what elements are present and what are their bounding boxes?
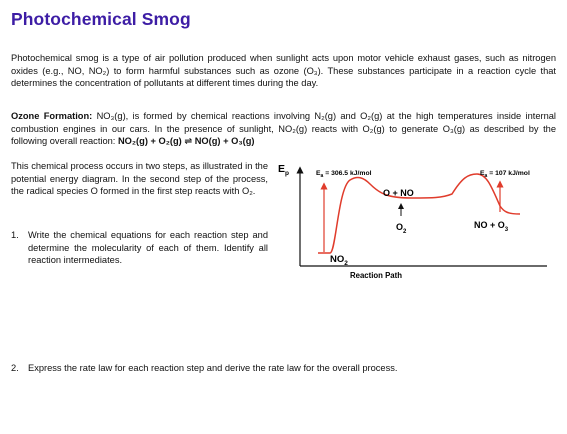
y-axis-label: $E_p$	[278, 163, 289, 177]
x-axis-label: Reaction Path	[350, 271, 402, 280]
reactant-label: $NO_2$	[330, 254, 348, 267]
intermediate-label: O + NO	[383, 188, 414, 198]
product-label: NO + $O_3$	[474, 220, 509, 233]
question-2-number: 2.	[11, 363, 19, 373]
question-2	[11, 362, 556, 375]
ea1-label: $E_a = 306.5$ kJ/mol	[316, 170, 372, 179]
question-1-text: Write the chemical equations for each reaction step and determine the molecularity of each of them. Identify all reaction intermediates.	[28, 230, 268, 266]
ea2-label: $E_a = 107$ kJ/mol	[480, 170, 530, 179]
ozone-formation-label: Ozone Formation:	[11, 111, 93, 121]
intro-paragraph: Photochemical smog is a type of air pollution produced when sunlight acts upon motor vehicle exhaust gases, such as nitrogen oxides (e.g., NO, NO₂) to form harmful substances such as ozone (O₃). These substances participate in a reaction cycle that determines the concentration of pollutants at different times during the day.	[11, 53, 556, 89]
potential-energy-diagram	[272, 158, 557, 283]
question-1	[11, 229, 268, 267]
question-1-number: 1.	[11, 230, 19, 240]
process-paragraph: This chemical process occurs in two steps, as illustrated in the potential energy diagram. In the second step of the process, the radical species O formed in the first step reacts with O₂.	[11, 161, 268, 197]
energy-curve	[318, 174, 520, 253]
question-2-text: Express the rate law for each reaction step and derive the rate law for the overall process.	[28, 363, 398, 373]
ozone-formation-text: NO₃(g), is formed by chemical reactions involving N₂(g) and O₂(g) at the high temperatures inside internal combustion engines in our cars. In the presence of sunlight, NO₂(g) reacts with O₂(g) to generate O₃(g) as described by the following overall reaction:	[11, 111, 556, 147]
overall-reaction: NO₂(g) + O₂(g) ⇌ NO(g) + O₃(g)	[117, 136, 255, 147]
page-title: Photochemical Smog	[11, 9, 191, 29]
ozone-formation-paragraph	[11, 110, 556, 148]
added-species-label: $O_2$	[396, 222, 407, 235]
